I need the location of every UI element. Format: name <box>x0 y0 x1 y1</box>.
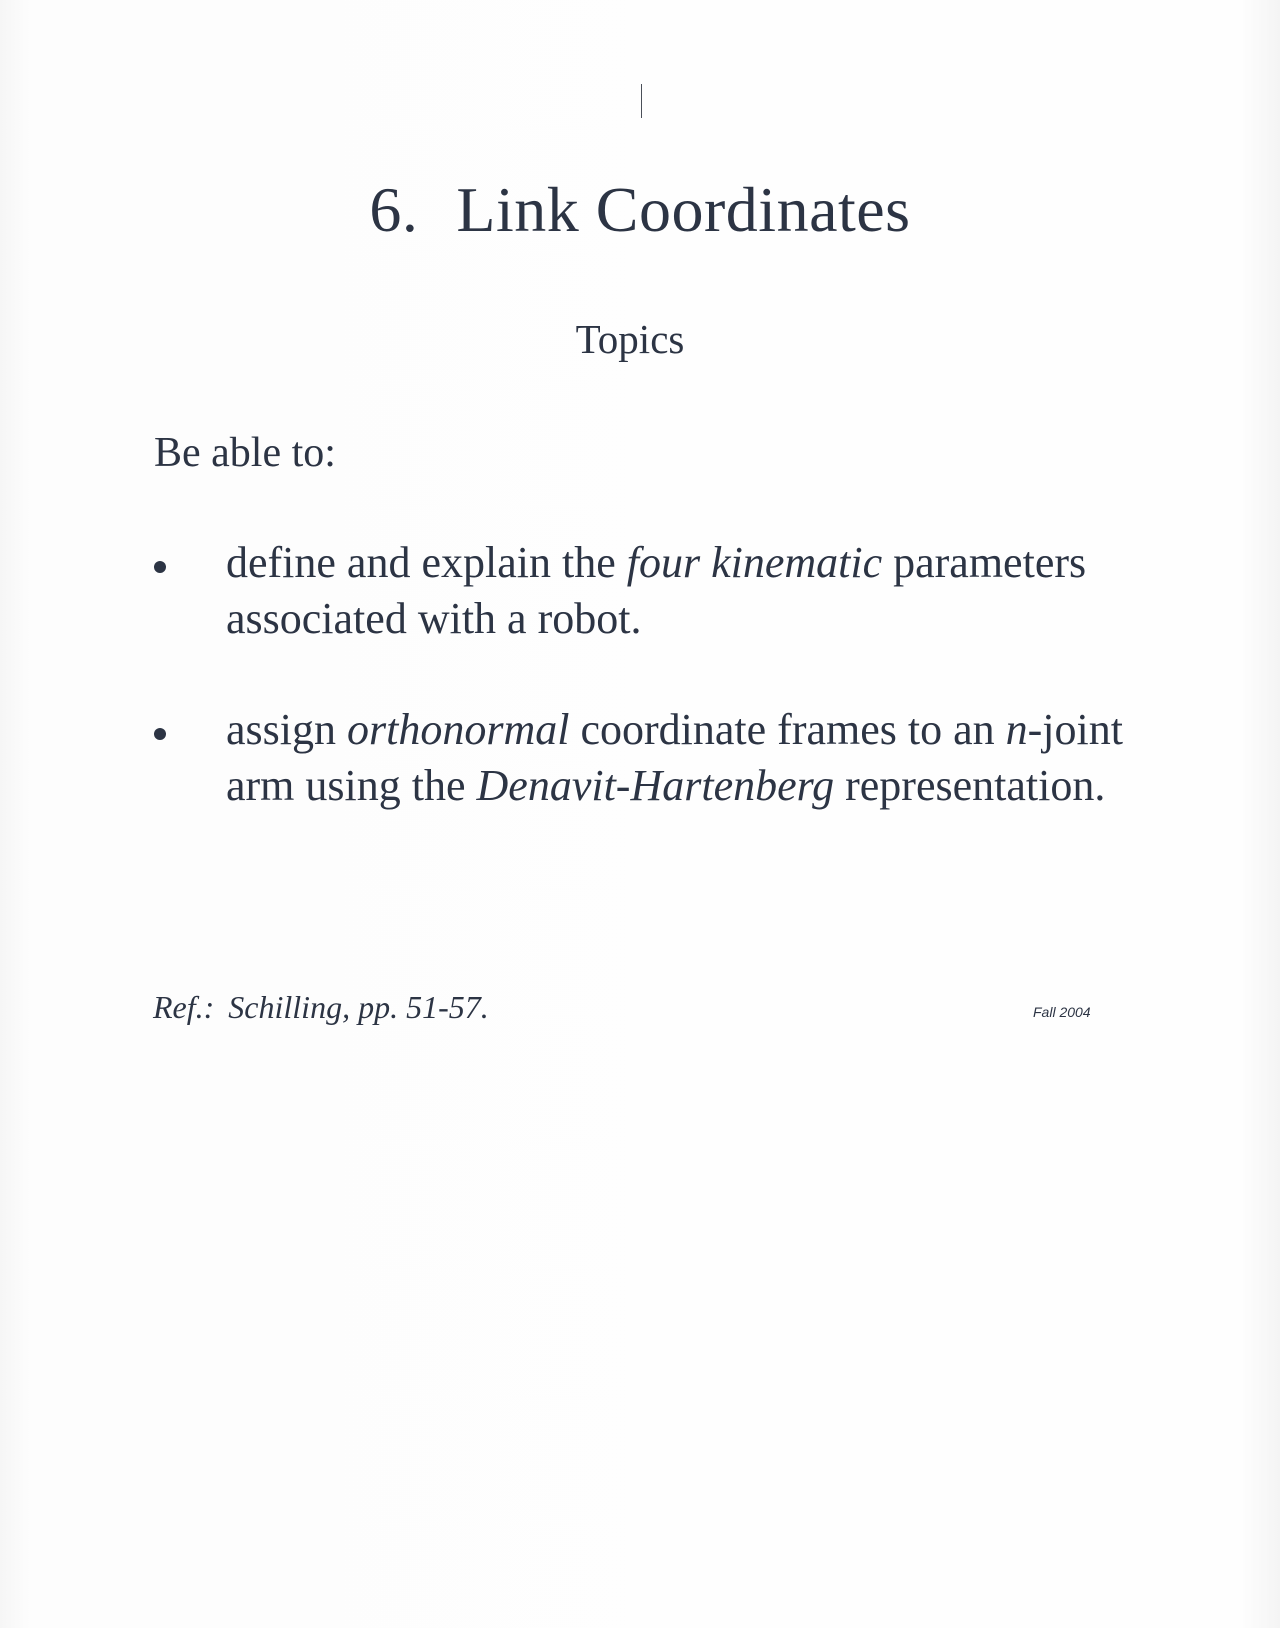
bullet-icon <box>154 728 166 740</box>
emphasis-text: n <box>1005 705 1028 754</box>
emphasis-text: Denavit-Hartenberg <box>476 761 835 810</box>
emphasis-text: orthonormal <box>347 705 570 754</box>
objective-text <box>226 538 1086 643</box>
scan-mark <box>641 84 642 118</box>
reference-text: Schilling, pp. 51-57. <box>228 989 489 1025</box>
objective-text-part: parameters associated with a robot. <box>226 538 1087 643</box>
bullet-icon <box>154 561 166 573</box>
lead-text: Be able to: <box>154 430 336 476</box>
reference-label: Ref.: <box>153 989 215 1025</box>
objective-text-part: coordinate frames to an <box>569 705 1006 754</box>
objective-item-coordinate-frames <box>154 702 1154 814</box>
objective-text <box>226 705 1123 810</box>
objective-text-part: assign <box>226 705 347 754</box>
reference-note <box>153 985 489 1029</box>
objective-text-part: -joint arm using the <box>226 705 1123 810</box>
course-term: Fall 2004 <box>1033 1004 1091 1020</box>
subtitle: Topics <box>575 316 685 362</box>
objective-text-part: define and explain the <box>226 538 627 587</box>
objective-item-kinematic-parameters <box>154 535 1154 647</box>
objectives-list <box>154 535 1154 869</box>
emphasis-text: four kinematic <box>626 538 883 587</box>
objective-text-part: representation. <box>834 761 1106 810</box>
title-number: 6. <box>369 174 419 245</box>
page-title <box>0 170 1280 250</box>
title-text: Link Coordinates <box>456 174 911 245</box>
